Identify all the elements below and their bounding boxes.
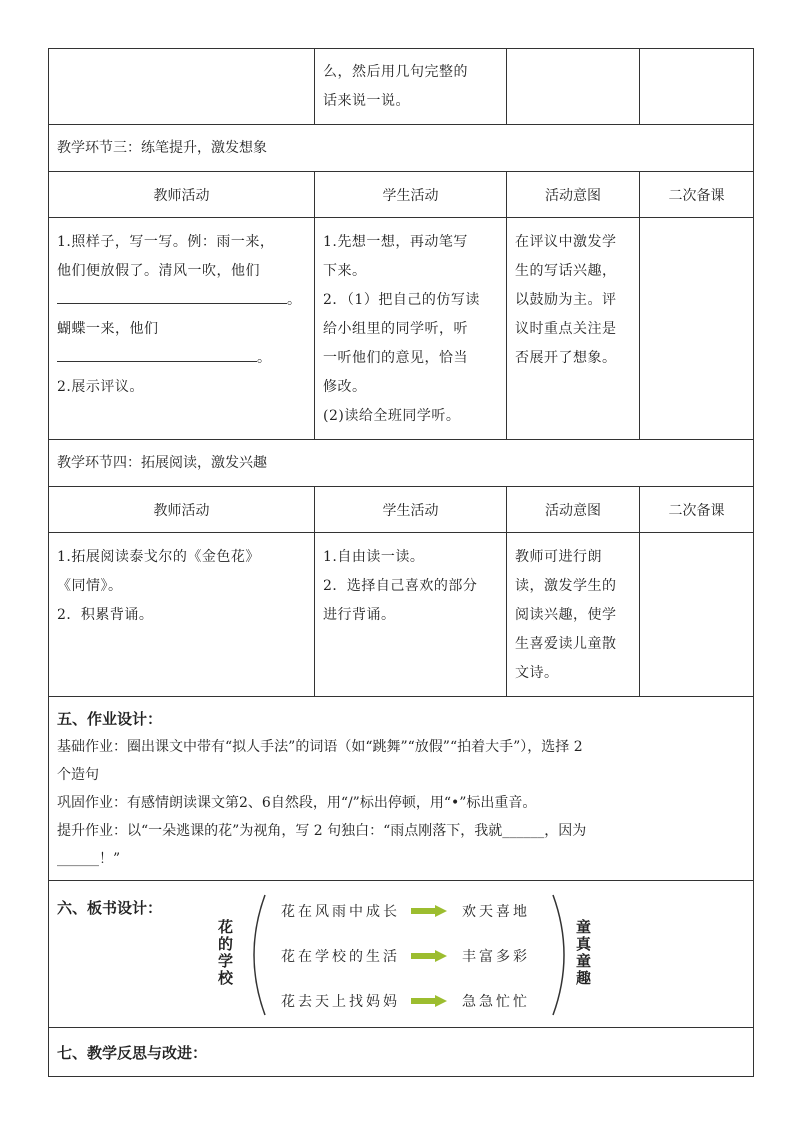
intent-text-line: 读，激发学生的 (515, 578, 617, 594)
activity-intent-cell (507, 218, 640, 440)
student-text-line: 2．（1）把自己的仿写读 (323, 292, 480, 308)
intent-cell-empty (507, 49, 640, 125)
blackboard-row-left: 花去天上找妈妈 (281, 994, 400, 1010)
homework-line: 巩固作业：有感情朗读课文第2、6自然段，用“/”标出停顿，用“•”标出重音。 (57, 795, 537, 811)
intent-text-line: 文诗。 (515, 665, 559, 681)
blackboard-row (49, 881, 754, 1028)
reflection-title: 七、教学反思与改进： (57, 1044, 208, 1062)
column-header: 活动意图 (507, 172, 640, 218)
student-text-line: 么，然后用几句完整的 (323, 64, 468, 80)
teacher-text-line: 蝴蝶一来，他们 (57, 321, 159, 337)
section4-header-row (49, 487, 754, 533)
section3-title-row (49, 125, 754, 172)
blackboard-left-label: 花的学校 (216, 919, 234, 987)
arrow-right-icon (411, 950, 447, 962)
teacher-activity-cell (49, 218, 315, 440)
intent-text-line: 议时重点关注是 (515, 321, 617, 337)
teacher-text-line: 2.展示评议。 (57, 379, 144, 395)
column-header: 教师活动 (49, 487, 315, 533)
student-text-line: 1.自由读一读。 (323, 549, 425, 565)
intent-text-line: 阅读兴趣，使学 (515, 607, 617, 623)
teacher-text-line: 《同情》。 (57, 578, 123, 594)
student-text-line: 话来说一说。 (323, 93, 410, 109)
column-header: 教师活动 (49, 172, 315, 218)
blackboard-row-left: 花在风雨中成长 (281, 904, 400, 920)
lesson-plan-table (48, 48, 754, 1077)
intent-text-line: 生喜爱读儿童散 (515, 636, 617, 652)
homework-line: 基础作业：圈出课文中带有“拟人手法”的词语（如“跳舞”“放假”“拍着大手”），选择 2 (57, 739, 583, 755)
section4-content-row (49, 533, 754, 697)
student-text-line: 给小组里的同学听，听 (323, 321, 468, 337)
teacher-text-line: 1.照样子，写一写。例：雨一来， (57, 234, 275, 250)
revision-cell (640, 218, 754, 440)
intent-text-line: 生的写话兴趣， (515, 263, 617, 279)
student-text-line: 2．选择自己喜欢的部分 (323, 578, 478, 594)
student-text-line: 1.先想一想，再动笔写 (323, 234, 468, 250)
student-text-line: 修改。 (323, 379, 367, 395)
blackboard-row-right: 急急忙忙 (462, 994, 530, 1010)
reflection-row (49, 1028, 754, 1077)
student-text-line: 一听他们的意见，恰当 (323, 350, 468, 366)
intent-text-line: 以鼓励为主。评 (515, 292, 617, 308)
section4-title-row (49, 440, 754, 487)
teacher-activity-cell (49, 533, 315, 697)
column-header: 活动意图 (507, 487, 640, 533)
blackboard-row-left: 花在学校的生活 (281, 949, 400, 965)
teacher-text-line: 1.拓展阅读泰戈尔的《金色花》 (57, 549, 260, 565)
student-cell-continued (315, 49, 507, 125)
homework-row (49, 697, 754, 881)
homework-line: 个造句 (57, 767, 99, 783)
column-header: 二次备课 (640, 487, 754, 533)
teacher-cell-empty (49, 49, 315, 125)
revision-cell (640, 533, 754, 697)
revision-cell-empty (640, 49, 754, 125)
blackboard-right-label: 童真童趣 (574, 919, 592, 987)
section-title: 教学环节四：拓展阅读，激发兴趣 (57, 455, 267, 471)
column-header: 二次备课 (640, 172, 754, 218)
student-text-line: 进行背诵。 (323, 607, 396, 623)
blackboard-row-right: 丰富多彩 (462, 949, 530, 965)
column-header: 学生活动 (315, 172, 507, 218)
intent-text-line: 在评议中激发学 (515, 234, 617, 250)
teacher-text-line: 他们便放假了。清风一吹，他们 (57, 263, 260, 279)
student-text-line: (2)读给全班同学听。 (323, 408, 461, 424)
student-text-line: 下来。 (323, 263, 367, 279)
fill-blank-line: 。 (57, 344, 306, 373)
student-activity-cell (315, 533, 507, 697)
homework-line: 提升作业：以“一朵逃课的花”为视角，写 2 句独白：“雨点刚落下，我就______，因为 (57, 823, 587, 839)
continuation-row (49, 49, 754, 125)
homework-line: ______！” (57, 851, 121, 867)
teacher-text-line: 2．积累背诵。 (57, 607, 154, 623)
arrow-right-icon (411, 905, 447, 917)
blackboard-row-right: 欢天喜地 (462, 904, 530, 920)
fill-blank-line: 。 (57, 286, 306, 315)
column-header: 学生活动 (315, 487, 507, 533)
section-title: 教学环节三：练笔提升，激发想象 (57, 140, 267, 156)
blackboard-design (49, 881, 753, 1027)
homework-title: 五、作业设计： (57, 710, 163, 728)
student-activity-cell (315, 218, 507, 440)
section3-header-row (49, 172, 754, 218)
section3-content-row (49, 218, 754, 440)
intent-text-line: 否展开了想象。 (515, 350, 617, 366)
intent-text-line: 教师可进行朗 (515, 549, 602, 565)
left-bracket (239, 893, 269, 1017)
arrow-right-icon (411, 995, 447, 1007)
blackboard-title: 六、板书设计： (57, 899, 163, 917)
activity-intent-cell (507, 533, 640, 697)
